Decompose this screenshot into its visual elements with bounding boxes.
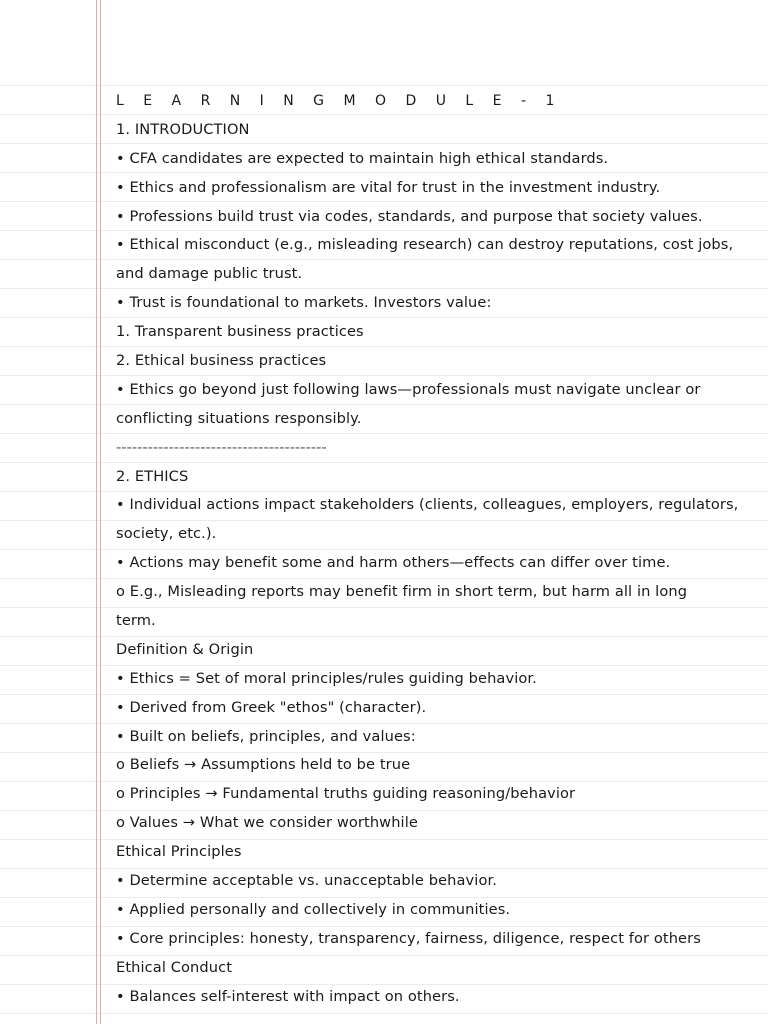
sub-bullet-line: o E.g., Misleading reports may benefit firm in short term, but harm all in long <box>116 583 688 601</box>
margin-line <box>100 0 101 1024</box>
bullet-line: • Derived from Greek "ethos" (character). <box>116 698 427 716</box>
bullet-line: • Balances self-interest with impact on others. <box>116 987 460 1005</box>
sub-bullet-line: o Principles → Fundamental truths guiding reasoning/behavior <box>116 785 576 803</box>
continuation-line: conflicting situations responsibly. <box>116 409 362 427</box>
subheading-ethical-principles: Ethical Principles <box>116 843 242 861</box>
continuation-line: term. <box>116 612 156 630</box>
sub-bullet-line: o Values → What we consider worthwhile <box>116 814 418 832</box>
subheading-definition-origin: Definition & Origin <box>116 640 254 658</box>
numbered-line: 1. Transparent business practices <box>116 323 364 341</box>
bullet-line: • Actions may benefit some and harm others—effects can differ over time. <box>116 554 671 572</box>
notes-body <box>116 87 756 1012</box>
bullet-line: • Professions build trust via codes, standards, and purpose that society values. <box>116 207 703 225</box>
bullet-line: • Determine acceptable vs. unacceptable behavior. <box>116 872 497 890</box>
page-header-blank <box>0 0 768 84</box>
bullet-line: • Core principles: honesty, transparency, fairness, diligence, respect for others <box>116 929 701 947</box>
bullet-line: • Individual actions impact stakeholders (clients, colleagues, employers, regulators, <box>116 496 739 514</box>
continuation-line: and damage public trust. <box>116 265 303 283</box>
bullet-line: • Trust is foundational to markets. Investors value: <box>116 294 492 312</box>
bullet-line: • Built on beliefs, principles, and values: <box>116 727 416 745</box>
bullet-line: • Ethics go beyond just following laws—professionals must navigate unclear or <box>116 380 701 398</box>
module-title: L E A R N I N G M O D U L E - 1 <box>116 93 562 109</box>
bullet-line: • CFA candidates are expected to maintain high ethical standards. <box>116 149 609 167</box>
sub-bullet-line: o Beliefs → Assumptions held to be true <box>116 756 411 774</box>
bullet-line: • Ethical misconduct (e.g., misleading research) can destroy reputations, cost jobs, <box>116 236 734 254</box>
bullet-line: • Applied personally and collectively in communities. <box>116 900 511 918</box>
section-heading-ethics: 2. ETHICS <box>116 467 189 485</box>
section-heading-introduction: 1. INTRODUCTION <box>116 120 250 138</box>
bullet-line: • Ethics = Set of moral principles/rules guiding behavior. <box>116 669 537 687</box>
margin-line <box>96 0 97 1024</box>
numbered-line: 2. Ethical business practices <box>116 352 327 370</box>
continuation-line: society, etc.). <box>116 525 217 543</box>
dashed-divider: ---------------------------------------- <box>116 438 327 456</box>
bullet-line: • Ethics and professionalism are vital for trust in the investment industry. <box>116 178 661 196</box>
subheading-ethical-conduct: Ethical Conduct <box>116 958 233 976</box>
